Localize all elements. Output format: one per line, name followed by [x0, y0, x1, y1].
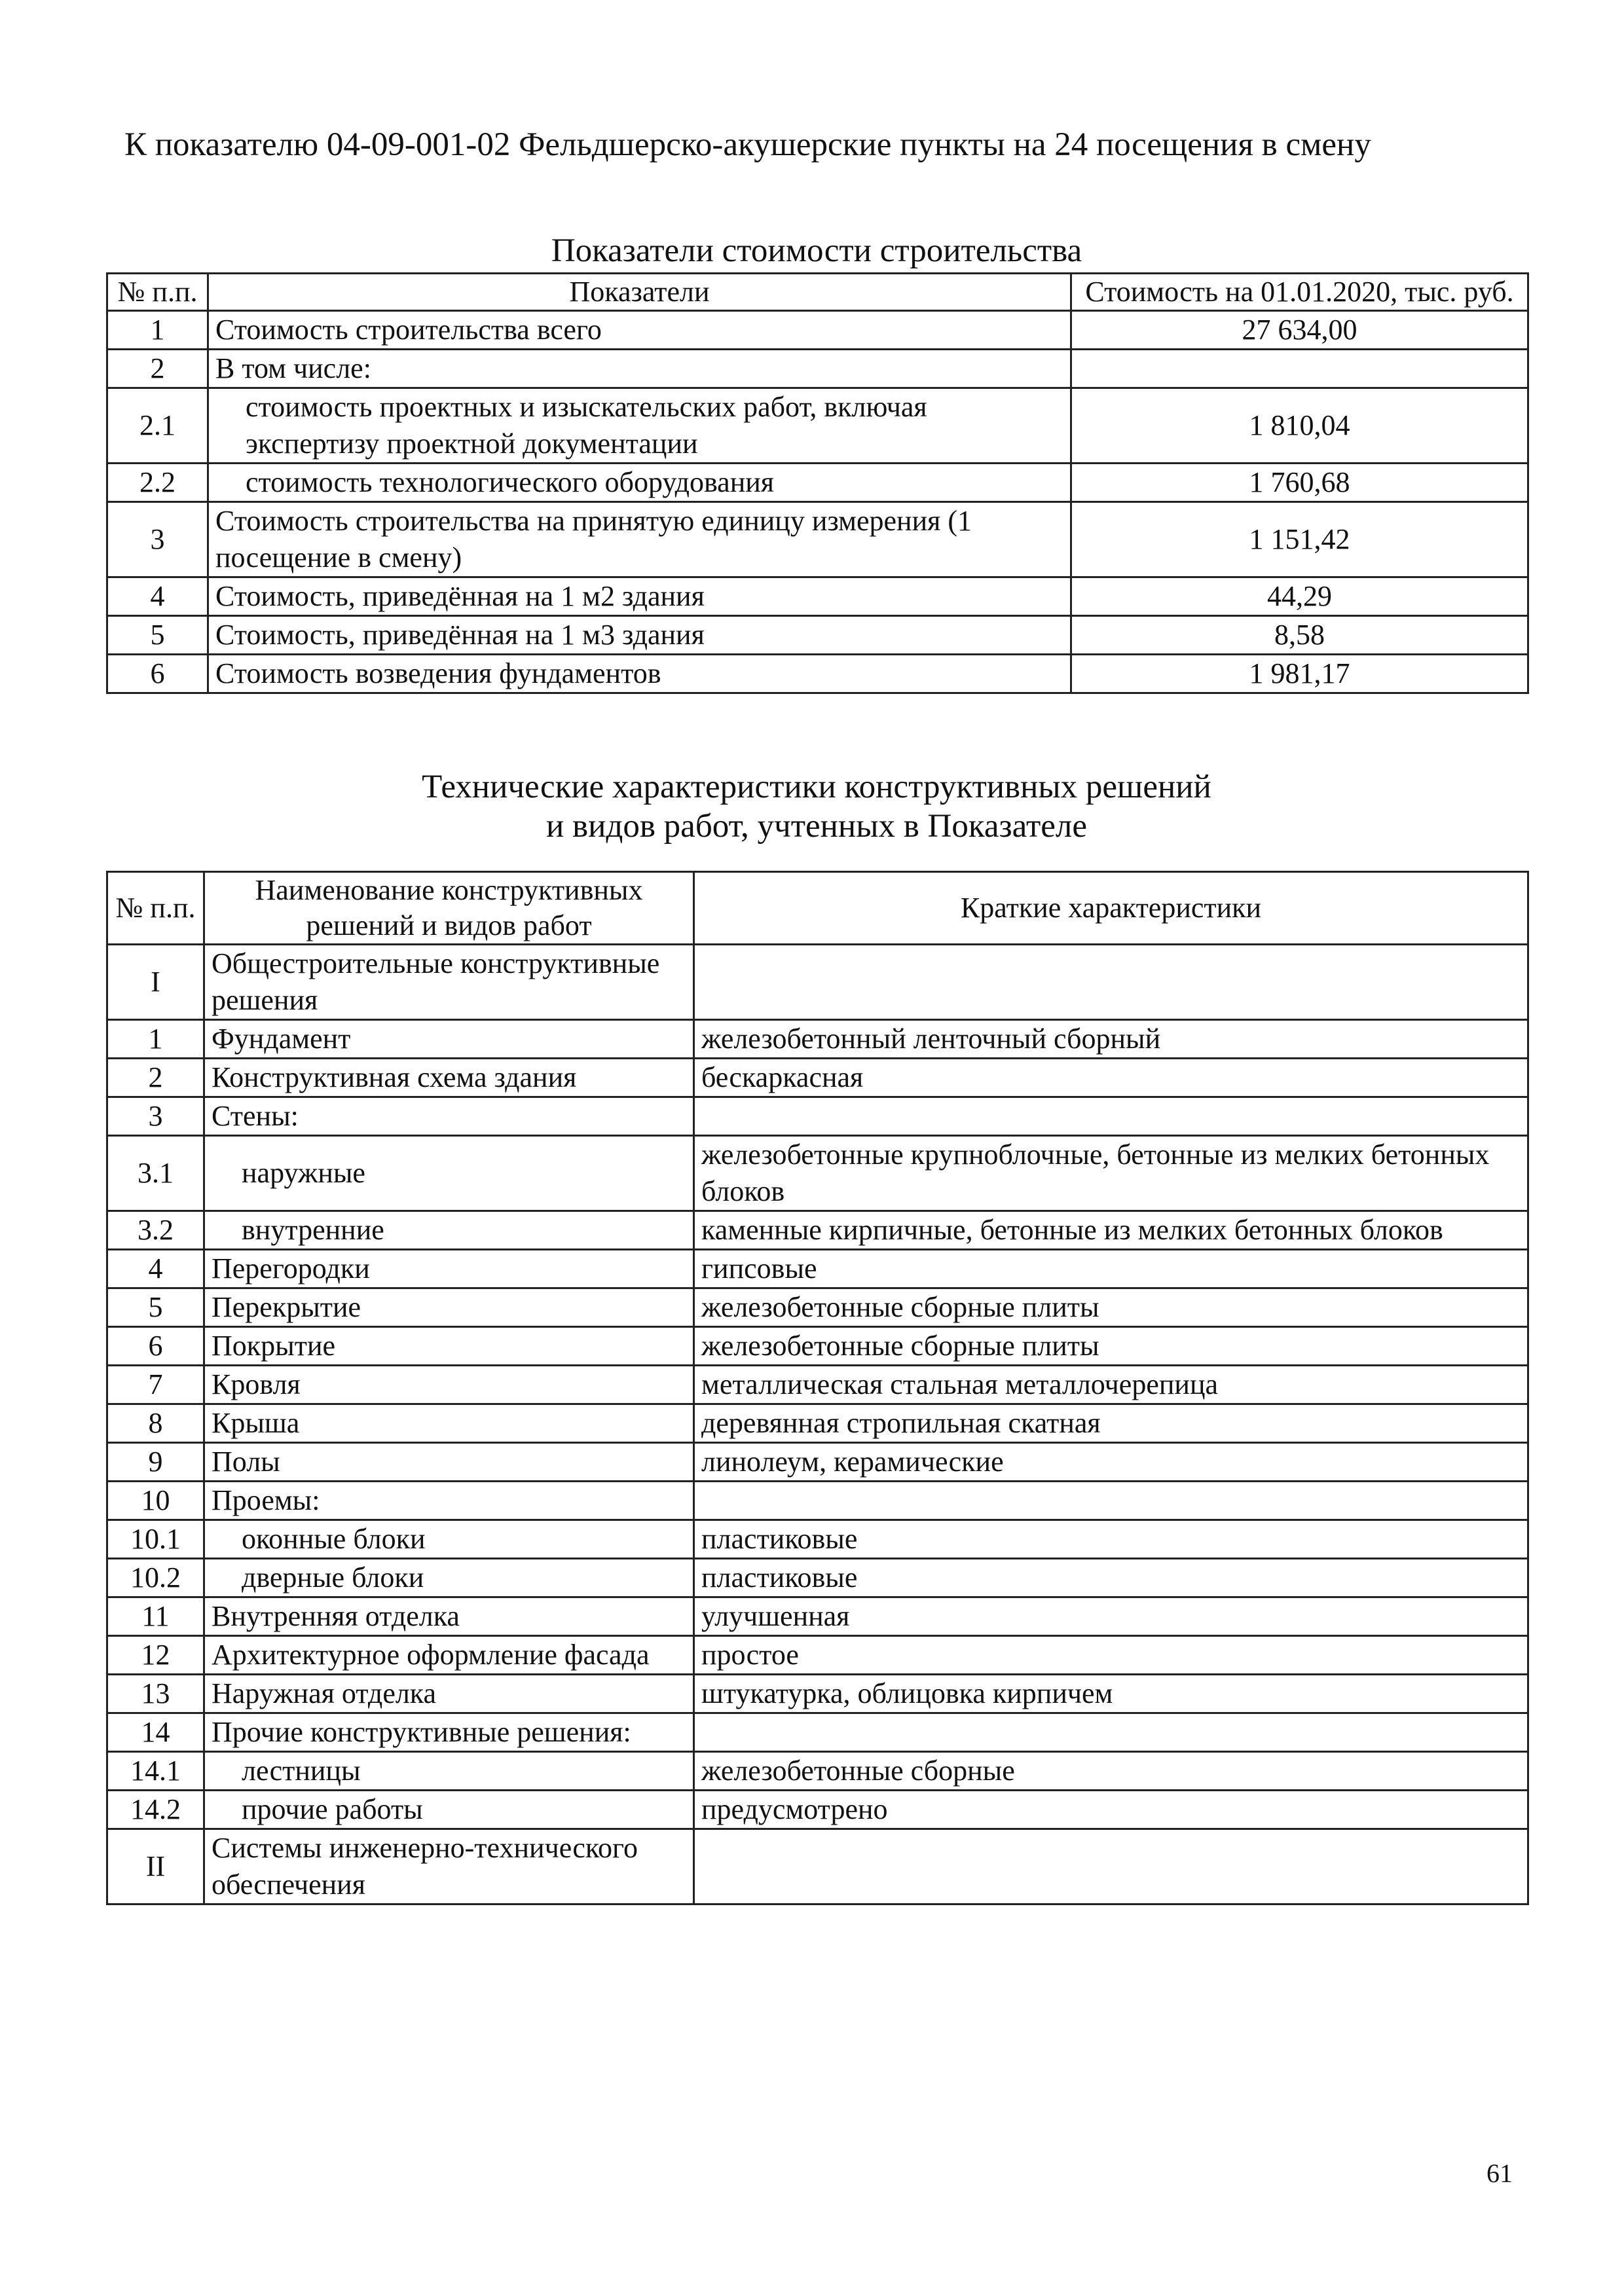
solution-name: Архитектурное оформление фасада [204, 1636, 694, 1675]
row-number: 10.1 [107, 1520, 204, 1559]
table-row [107, 1059, 1528, 1097]
solution-name: Кровля [204, 1366, 694, 1404]
table-row [107, 1288, 1528, 1327]
row-number: 3.1 [107, 1136, 204, 1211]
table-row [107, 1250, 1528, 1288]
solution-description [694, 1097, 1528, 1136]
row-number: 2 [107, 1059, 204, 1097]
row-number: 2.1 [107, 388, 208, 464]
table-row [107, 577, 1528, 616]
table-row [107, 1675, 1528, 1713]
table-row [107, 464, 1528, 502]
solution-name: Наружная отделка [204, 1675, 694, 1713]
solution-description: простое [694, 1636, 1528, 1675]
row-number: 10 [107, 1482, 204, 1520]
cost-value: 44,29 [1071, 577, 1528, 616]
indicator-label: Стоимость строительства всего [208, 311, 1071, 350]
solution-name: Крыша [204, 1404, 694, 1443]
solution-name: Полы [204, 1443, 694, 1482]
tech-table-header-row [107, 872, 1528, 945]
row-number: 4 [107, 577, 208, 616]
solution-description: металлическая стальная металлочерепица [694, 1366, 1528, 1404]
solution-name: Стены: [204, 1097, 694, 1136]
table-row [107, 1443, 1528, 1482]
cost-value: 1 810,04 [1071, 388, 1528, 464]
page-heading: К показателю 04-09-001-02 Фельдшерско-акушерские пункты на 24 посещения в смену [124, 126, 1371, 163]
solution-name: Общестроительные конструктивные решения [204, 945, 694, 1020]
row-number: 1 [107, 1020, 204, 1059]
row-number: 7 [107, 1366, 204, 1404]
table-row [107, 1136, 1528, 1211]
solution-name: Внутренняя отделка [204, 1597, 694, 1636]
col-header-num: № п.п. [107, 274, 208, 311]
row-number: 3 [107, 502, 208, 577]
solution-description [694, 945, 1528, 1020]
tech-table-title-line2: и видов работ, учтенных в Показателе [545, 808, 1087, 845]
indicator-label: стоимость проектных и изыскательских работ, включая экспертизу проектной документации [208, 388, 1071, 464]
table-row [107, 1020, 1528, 1059]
table-row [107, 502, 1528, 577]
row-number: 4 [107, 1250, 204, 1288]
row-number: 5 [107, 1288, 204, 1327]
solution-name: прочие работы [204, 1791, 694, 1829]
table-row [107, 945, 1528, 1020]
row-number: 14.2 [107, 1791, 204, 1829]
page-number: 61 [1486, 2159, 1513, 2188]
row-number: 2.2 [107, 464, 208, 502]
solution-name: Системы инженерно-технического обеспечения [204, 1829, 694, 1904]
col-header-indicator: Показатели [208, 274, 1071, 311]
solution-description: железобетонные крупноблочные, бетонные из мелких бетонных блоков [694, 1136, 1528, 1211]
cost-value: 27 634,00 [1071, 311, 1528, 350]
cost-table [106, 272, 1529, 694]
col-header-desc: Краткие характеристики [694, 872, 1528, 945]
solution-description: бескаркасная [694, 1059, 1528, 1097]
solution-name: Конструктивная схема здания [204, 1059, 694, 1097]
cost-value: 8,58 [1071, 616, 1528, 655]
solution-name: Перекрытие [204, 1288, 694, 1327]
solution-name: оконные блоки [204, 1520, 694, 1559]
table-row [107, 1597, 1528, 1636]
cost-value: 1 760,68 [1071, 464, 1528, 502]
row-number: 6 [107, 1327, 204, 1366]
solution-name: наружные [204, 1136, 694, 1211]
tech-table-title [106, 767, 1527, 846]
col-header-name: Наименование конструктивных решений и видов работ [204, 872, 694, 945]
cost-value: 1 151,42 [1071, 502, 1528, 577]
cost-table-title: Показатели стоимости строительства [551, 232, 1082, 269]
row-number: I [107, 945, 204, 1020]
indicator-label: Стоимость, приведённая на 1 м3 здания [208, 616, 1071, 655]
table-row [107, 1520, 1528, 1559]
indicator-label: Стоимость, приведённая на 1 м2 здания [208, 577, 1071, 616]
table-row [107, 1097, 1528, 1136]
table-row [107, 350, 1528, 388]
solution-description: штукатурка, облицовка кирпичем [694, 1675, 1528, 1713]
solution-description: каменные кирпичные, бетонные из мелких бетонных блоков [694, 1211, 1528, 1250]
row-number: 12 [107, 1636, 204, 1675]
solution-description: линолеум, керамические [694, 1443, 1528, 1482]
solution-description: пластиковые [694, 1520, 1528, 1559]
solution-description: железобетонный ленточный сборный [694, 1020, 1528, 1059]
row-number: 2 [107, 350, 208, 388]
table-row [107, 1752, 1528, 1791]
row-number: 9 [107, 1443, 204, 1482]
table-row [107, 1559, 1528, 1597]
solution-name: лестницы [204, 1752, 694, 1791]
table-row [107, 388, 1528, 464]
solution-description: улучшенная [694, 1597, 1528, 1636]
solution-name: Перегородки [204, 1250, 694, 1288]
row-number: 14.1 [107, 1752, 204, 1791]
table-row [107, 1713, 1528, 1752]
table-row [107, 1404, 1528, 1443]
indicator-label: стоимость технологического оборудования [208, 464, 1071, 502]
solution-description: железобетонные сборные плиты [694, 1288, 1528, 1327]
solution-name: Проемы: [204, 1482, 694, 1520]
row-number: 3.2 [107, 1211, 204, 1250]
tech-table [106, 871, 1529, 1905]
col-header-cost: Стоимость на 01.01.2020, тыс. руб. [1071, 274, 1528, 311]
indicator-label: В том числе: [208, 350, 1071, 388]
cost-value: 1 981,17 [1071, 655, 1528, 693]
table-row [107, 1327, 1528, 1366]
indicator-label: Стоимость возведения фундаментов [208, 655, 1071, 693]
solution-name: Покрытие [204, 1327, 694, 1366]
cost-table-header-row [107, 274, 1528, 311]
solution-description: гипсовые [694, 1250, 1528, 1288]
table-row [107, 1482, 1528, 1520]
solution-description [694, 1829, 1528, 1904]
table-row [107, 616, 1528, 655]
table-row [107, 1211, 1528, 1250]
solution-description: предусмотрено [694, 1791, 1528, 1829]
row-number: 11 [107, 1597, 204, 1636]
row-number: 3 [107, 1097, 204, 1136]
row-number: 8 [107, 1404, 204, 1443]
table-row [107, 1829, 1528, 1904]
row-number: II [107, 1829, 204, 1904]
solution-description: деревянная стропильная скатная [694, 1404, 1528, 1443]
solution-name: Фундамент [204, 1020, 694, 1059]
solution-description: железобетонные сборные плиты [694, 1327, 1528, 1366]
solution-name: дверные блоки [204, 1559, 694, 1597]
solution-description [694, 1713, 1528, 1752]
table-row [107, 1791, 1528, 1829]
solution-description: железобетонные сборные [694, 1752, 1528, 1791]
table-row [107, 655, 1528, 693]
row-number: 5 [107, 616, 208, 655]
table-row [107, 311, 1528, 350]
col-header-num: № п.п. [107, 872, 204, 945]
cost-value [1071, 350, 1528, 388]
table-row [107, 1366, 1528, 1404]
row-number: 6 [107, 655, 208, 693]
solution-description: пластиковые [694, 1559, 1528, 1597]
indicator-label: Стоимость строительства на принятую единицу измерения (1 посещение в смену) [208, 502, 1071, 577]
row-number: 10.2 [107, 1559, 204, 1597]
solution-name: Прочие конструктивные решения: [204, 1713, 694, 1752]
row-number: 13 [107, 1675, 204, 1713]
tech-table-title-line1: Технические характеристики конструктивных решений [422, 769, 1211, 805]
row-number: 1 [107, 311, 208, 350]
row-number: 14 [107, 1713, 204, 1752]
solution-description [694, 1482, 1528, 1520]
solution-name: внутренние [204, 1211, 694, 1250]
table-row [107, 1636, 1528, 1675]
